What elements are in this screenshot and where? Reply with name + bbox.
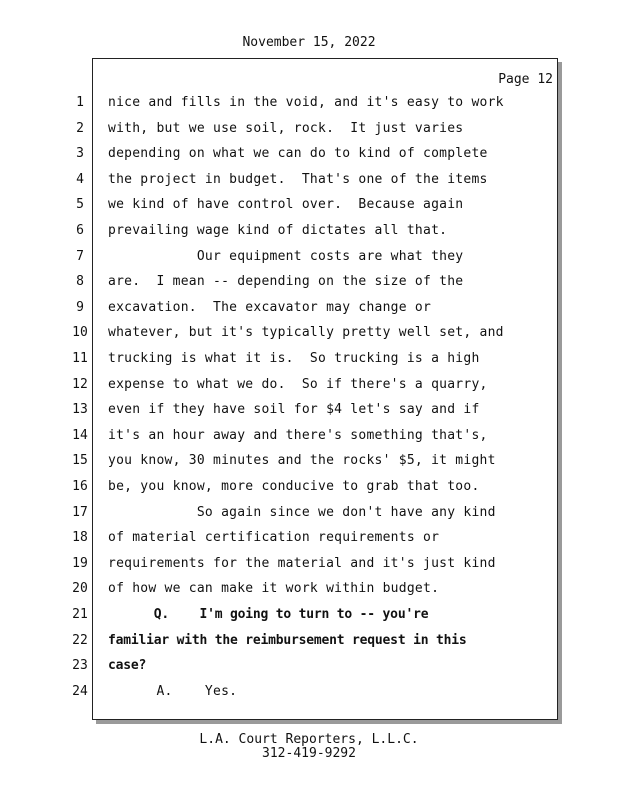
line-number: 19 [72, 556, 88, 571]
transcript-line-text: requirements for the material and it's just kind [108, 556, 496, 571]
transcript-line-text: depending on what we can do to kind of complete [108, 146, 488, 161]
transcript-line-text: case? [108, 658, 147, 673]
line-number: 22 [72, 633, 88, 648]
line-number: 9 [76, 300, 84, 315]
transcript-line-text: it's an hour away and there's something that's, [108, 428, 488, 443]
line-number: 15 [72, 453, 88, 468]
line-number: 11 [72, 351, 88, 366]
header-date: November 15, 2022 [242, 35, 376, 50]
transcript-line-text: trucking is what it is. So trucking is a high [108, 351, 480, 366]
transcript-line-text: A. Yes. [108, 684, 238, 699]
line-number: 18 [72, 530, 88, 545]
transcript-line-text: of material certification requirements or [108, 530, 440, 545]
transcript-line-text: expense to what we do. So if there's a quarry, [108, 377, 488, 392]
line-number: 3 [76, 146, 84, 161]
transcript-line-text: Q. I'm going to turn to -- you're [108, 607, 429, 622]
line-number: 8 [76, 274, 84, 289]
footer-company: L.A. Court Reporters, L.L.C. [199, 732, 419, 747]
line-number: 20 [72, 581, 88, 596]
transcript-line-text: prevailing wage kind of dictates all that. [108, 223, 448, 238]
transcript-line-text: the project in budget. That's one of the items [108, 172, 488, 187]
transcript-line-text: Our equipment costs are what they [108, 249, 464, 264]
line-number: 10 [72, 325, 88, 340]
transcript-line-text: you know, 30 minutes and the rocks' $5, it might [108, 453, 496, 468]
line-number: 24 [72, 684, 88, 699]
line-number: 4 [76, 172, 84, 187]
footer-phone: 312-419-9292 [262, 746, 356, 761]
line-number: 1 [76, 95, 84, 110]
page-number-label: Page 12 [498, 72, 553, 87]
transcript-line-text: nice and fills in the void, and it's easy to work [108, 95, 504, 110]
transcript-line-text: of how we can make it work within budget. [108, 581, 440, 596]
line-number: 12 [72, 377, 88, 392]
transcript-line-text: be, you know, more conducive to grab that too. [108, 479, 480, 494]
transcript-line-text: with, but we use soil, rock. It just varies [108, 121, 464, 136]
line-number: 2 [76, 121, 84, 136]
line-number: 16 [72, 479, 88, 494]
line-number: 5 [76, 197, 84, 212]
transcript-line-text: familiar with the reimbursement request in this [108, 633, 467, 648]
transcript-line-text: are. I mean -- depending on the size of the [108, 274, 464, 289]
transcript-line-text: even if they have soil for $4 let's say and if [108, 402, 480, 417]
footer [0, 733, 618, 761]
line-number: 7 [76, 249, 84, 264]
line-number: 17 [72, 505, 88, 520]
transcript-line-text: whatever, but it's typically pretty well set, and [108, 325, 504, 340]
transcript-line-text: So again since we don't have any kind [108, 505, 496, 520]
line-number: 21 [72, 607, 88, 622]
line-number: 23 [72, 658, 88, 673]
line-number: 13 [72, 402, 88, 417]
transcript-line-text: excavation. The excavator may change or [108, 300, 432, 315]
line-number: 14 [72, 428, 88, 443]
line-number: 6 [76, 223, 84, 238]
transcript-line-text: we kind of have control over. Because again [108, 197, 464, 212]
